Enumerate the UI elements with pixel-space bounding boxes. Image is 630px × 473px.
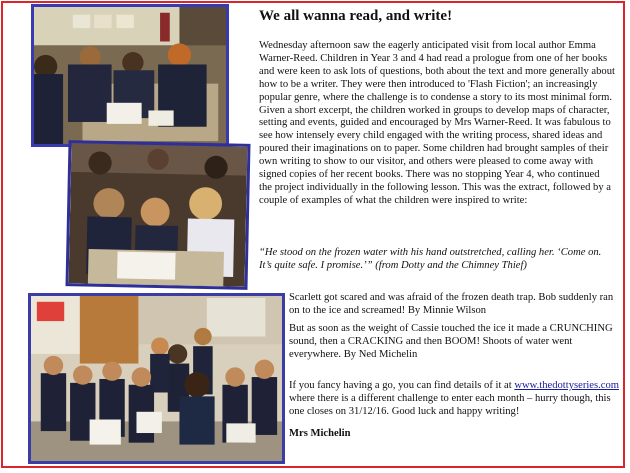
classroom-photo-writing xyxy=(31,4,229,147)
group-photo-author xyxy=(28,293,285,464)
signature: Mrs Michelin xyxy=(289,428,351,439)
challenge-text-after: where there is a different challenge to enter each month – hurry though, this one closes on 31/12/16. Good luck and happy writing! xyxy=(289,392,611,417)
book-extract-quote: “He stood on the frozen water with his hand outstretched, calling her. ‘Come on. It’s quite safe. I promise.’” (from Dotty and the Chimney Thief) xyxy=(259,247,602,271)
article-body: Wednesday afternoon saw the eagerly anticipated visit from local author Emma Warner-Reed. Children in Year 3 and 4 had read a prologue from one of her books and were keen to ask lots of questions, both about the text and more generally about how to be a writer. They were then introduced to 'Flash Fiction'; an increasingly popular genre, where the challenge is to condense a story to its most minimal form. Given a short excerpt, the children worked in groups to develop maps of character, setting and events, guided and encouraged by Mrs Warner-Reed. It was fabulous to see how intensely every child engaged with the writing process, shared ideas and poured their imaginations on to paper. Some children had brought samples of their own writing to show to our visitor, and others were pleased to come away with signed copies of her recent books. There was no stopping Year 4, who continued the project individually in the following lesson. This was the extract, followed by a couple of examples of what the children were inspired to write: xyxy=(259,40,615,206)
classroom-photo-girls xyxy=(65,140,250,290)
challenge-paragraph xyxy=(289,380,619,419)
example-minnie-wilson: Scarlett got scared and was afraid of the frozen death trap. Bob suddenly ran on to the ice and screamed! By Minnie Wilson xyxy=(289,292,614,316)
dotty-series-link[interactable]: www.thedottyseries.com xyxy=(514,380,619,391)
challenge-text-before: If you fancy having a go, you can find details of it at xyxy=(289,380,515,391)
example-ned-michelin: But as soon as the weight of Cassie touched the ice it made a CRUNCHING sound, then a CRACKING and then BOOM! Shoots of water went everywhere. By Ned Michelin xyxy=(289,323,613,360)
article-title: We all wanna read, and write! xyxy=(259,8,453,24)
